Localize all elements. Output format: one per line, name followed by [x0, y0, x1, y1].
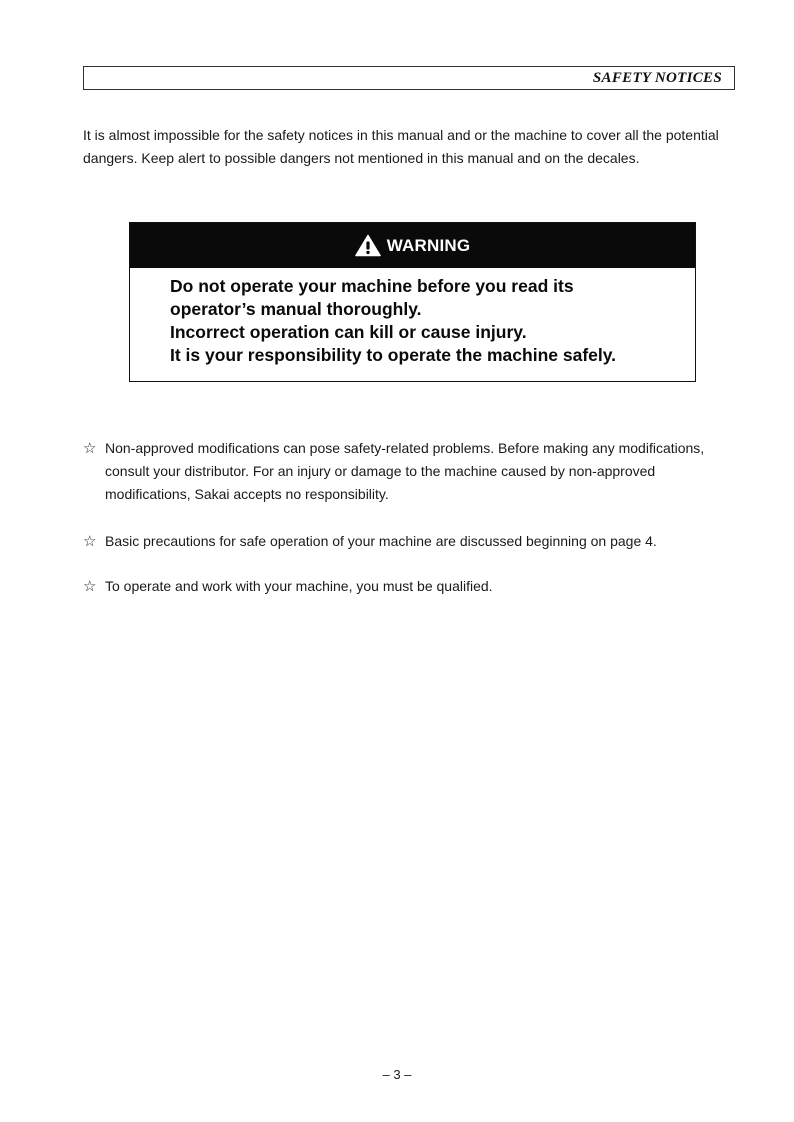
warning-box [129, 222, 696, 382]
section-header [83, 66, 735, 90]
warning-message [170, 275, 616, 367]
warning-header [130, 223, 695, 268]
star-icon: ☆ [83, 577, 97, 595]
page-number: – 3 – [382, 1067, 412, 1082]
bullet-text: To operate and work with your machine, you must be qualified. [105, 578, 493, 594]
star-icon: ☆ [83, 439, 97, 457]
bullet-item [83, 530, 723, 553]
section-title: SAFETY NOTICES [592, 70, 722, 86]
warning-line: It is your responsibility to operate the machine safely. [170, 345, 617, 365]
star-icon: ☆ [83, 532, 97, 550]
bullet-text: Non-approved modifications can pose safety-related problems. Before making any modifications, consult your distributor. For an injury or damage to the machine caused by non-approved modifications, Sakai accepts no responsibility. [105, 440, 705, 502]
intro-paragraph: It is almost impossible for the safety notices in this manual and or the machine to cover all the potential dangers. Keep alert to possible dangers not mentioned in this manual and on the decales. [83, 127, 719, 166]
warning-line: Do not operate your machine before you read its [170, 276, 574, 296]
bullet-item [83, 575, 723, 598]
warning-triangle-icon [355, 234, 381, 257]
warning-title: WARNING [386, 235, 471, 255]
warning-line: operator’s manual thoroughly. [170, 299, 422, 319]
bullet-item [83, 437, 723, 506]
bullet-text: Basic precautions for safe operation of your machine are discussed beginning on page 4. [105, 533, 657, 549]
warning-line: Incorrect operation can kill or cause injury. [170, 322, 527, 342]
